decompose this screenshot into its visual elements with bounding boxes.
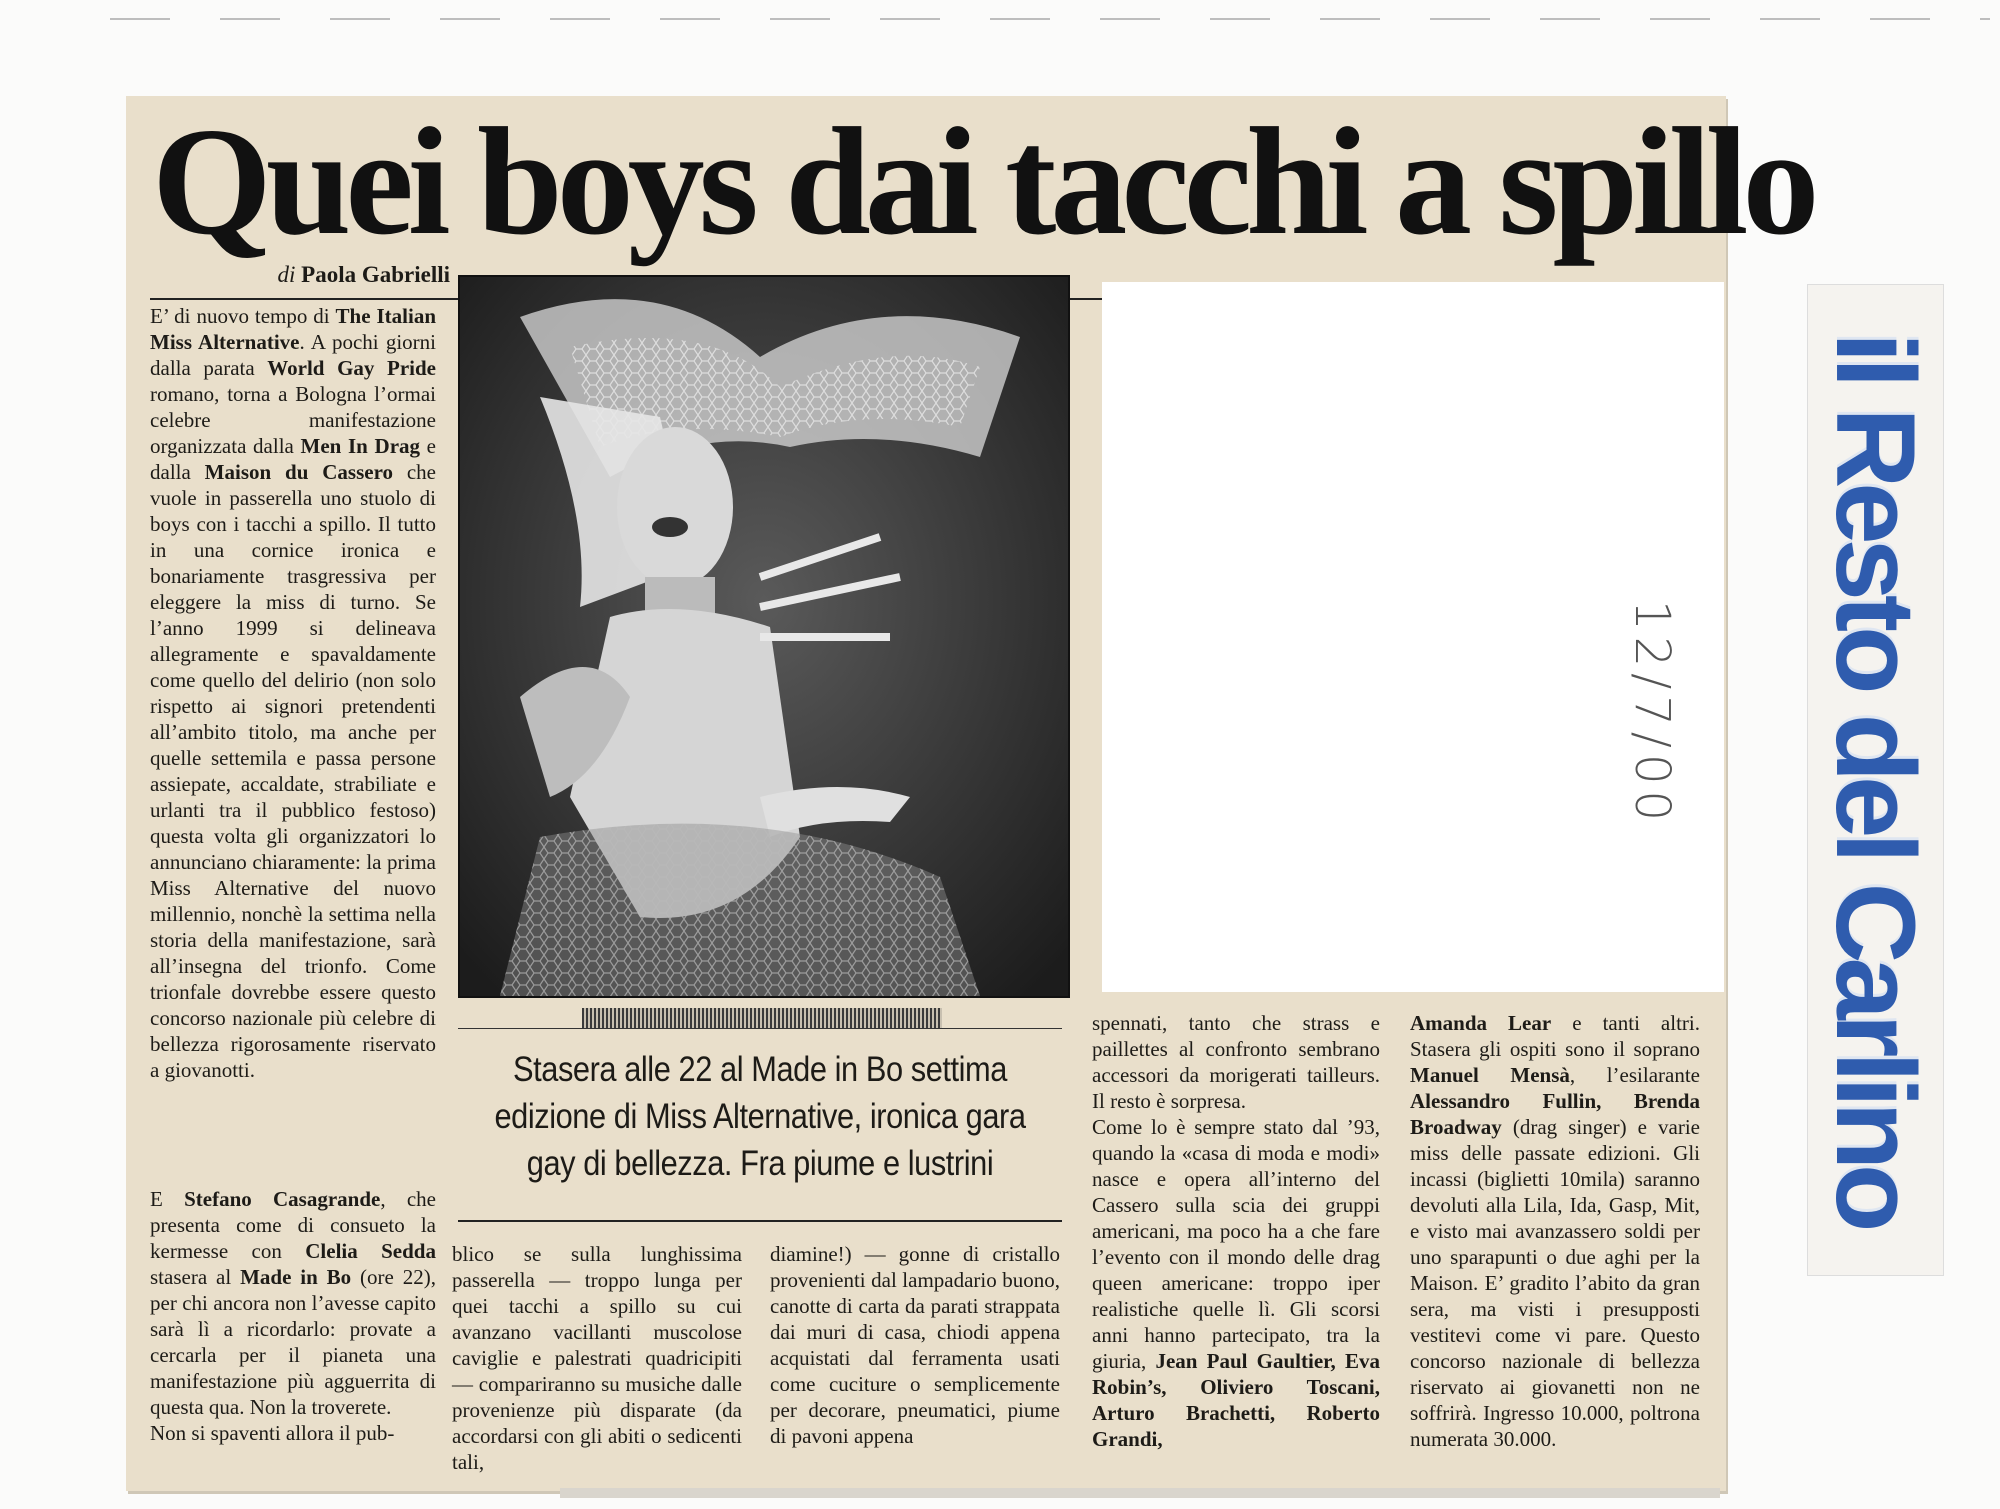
deck-rule-top (458, 1028, 1062, 1029)
paragraph: blico se sulla lunghissima passerella — troppo lunga per quei tacchi a spillo su cui avanzano vacillanti muscolose caviglie e palestrati quadricipiti — compariranno su musiche dalle provenienze più disparate (da accordarsi con gli abiti o sedicenti tali, (452, 1242, 742, 1474)
bold-name: Manuel Mensà (1410, 1063, 1570, 1087)
bold-name: Clelia Sedda (305, 1239, 436, 1263)
photo-drag-queen-costume (460, 277, 1068, 996)
text-run: romano, torna a Bologna l’ormai celebre manifestazione organizzata dalla (150, 382, 436, 458)
paragraph (1092, 1114, 1380, 1452)
article-column-4 (770, 1241, 1060, 1449)
paragraph: Non si spaventi allora il pub- (150, 1421, 395, 1445)
paragraph: diamine!) — gonne di cristallo provenienti dal lampadario buono, canotte di carta da parati strappata dai muri di casa, chiodi appena acquistati dal ferramenta usati come cuciture o semplicemente per decorare, pneumatici, piume di pavoni appena (770, 1242, 1060, 1448)
bold-name: Amanda Lear (1410, 1011, 1552, 1035)
scan-border-dashes (110, 18, 1990, 20)
clipping-shadow (560, 1488, 1720, 1498)
article-deck: Stasera alle 22 al Made in Bo settima edizione di Miss Alternative, ironica gara gay di bellezza. Fra piume e lustrini (494, 1050, 1026, 1183)
bold-name: Alessandro Fullin, Brenda Broadway (1410, 1089, 1700, 1139)
bold-name: Made in Bo (240, 1265, 352, 1289)
handwritten-date: 12/7/00 (1624, 600, 1680, 828)
paragraph (1410, 1010, 1700, 1452)
text-run: Come lo è sempre stato dal ’93, quando la «casa di moda e modi» nasce e opera all’interno del Cassero sulla scia dei gruppi americani, ma poco ha a che fare l’evento con il mondo delle drag queen americane: troppo iper realistiche quelle lì. Gli scorsi anni hanno partecipato, tra la giuria, (1092, 1115, 1380, 1373)
text-run: E’ di nuovo tempo di (150, 304, 336, 328)
newspaper-name: il Resto del Carlino (1813, 331, 1938, 1227)
text-run: (ore 22), per chi ancora non l’avesse capito sarà lì a ricordarlo: provate a cercarla per il pianeta una manifestazione più agguerrita di questa qua. Non la troverete. (150, 1265, 436, 1419)
text-run: . A pochi giorni dalla parata (150, 330, 436, 380)
text-run: , che presenta come di consueto la kermesse con (150, 1187, 436, 1263)
bold-name: World Gay Pride (267, 356, 436, 380)
byline (230, 262, 450, 288)
article-column-3 (452, 1241, 742, 1475)
text-run: e dalla (150, 434, 436, 484)
paragraph: spennati, tanto che strass e paillettes al confronto sembrano accessori da morigerati tailleurs. Il resto è sorpresa. (1092, 1011, 1380, 1113)
bold-name: The Italian Miss Alternative (150, 304, 436, 354)
deck-rule-bottom (458, 1220, 1062, 1222)
paragraph (150, 1186, 436, 1420)
byline-author: Paola Gabrielli (301, 262, 450, 287)
bold-name: Men In Drag (300, 434, 421, 458)
headline: Quei boys dai tacchi a spillo (152, 97, 1814, 267)
article-column-1 (150, 303, 436, 1083)
paragraph (150, 303, 436, 1083)
text-run: , l’esilarante (1569, 1063, 1701, 1087)
text-run: e tanti altri. Stasera gli ospiti sono il soprano (1410, 1011, 1700, 1061)
article-column-6 (1410, 1010, 1700, 1452)
byline-prefix: di (277, 262, 296, 287)
text-run: (drag singer) e varie miss delle passate edizioni. Gli incassi (biglietti 10mila) saranno devoluti alla Lila, Ida, Gasp, Mit, e visto mai avanzassero soldi per uno sparapunti o due aghi per la Maison. E’ gradito l’abito da gran sera, ma visti i presupposti vestitevi come vi pare. Questo concorso nazionale di bellezza riservato ai giovanetti non ne soffrirà. Ingresso 10.000, poltrona numerata 30.000. (1410, 1115, 1700, 1451)
article-column-1-continued (150, 1186, 436, 1446)
article-column-5 (1092, 1010, 1380, 1452)
text-run: stasera al (150, 1265, 241, 1289)
bold-name: Jean Paul Gaultier, Eva Robin’s, Oliviero Toscani, Arturo Brachetti, Roberto Grandi, (1092, 1349, 1380, 1451)
bold-name: Stefano Casagrande (184, 1187, 381, 1211)
text-run: che vuole in passerella uno stuolo di boys con i tacchi a spillo. Il tutto in una cornice ironica e bonariamente trasgressiva per eleggere la miss di turno. Se l’anno 1999 si delineava allegramente e spavaldamente come quello del delirio (non solo rispetto ai signori pretendenti all’ambito titolo, ma anche per quelle settemila e passa persone assiepate, accaldate, strabiliate e urlanti tra il pubblico festoso) questa volta gli organizzatori lo annunciano chiaramente: la prima Miss Alternative del nuovo millennio, nonchè la settima nella storia della manifestazione, sarà all’insegna del trionfo. Come trionfale dovrebbe essere questo concorso nazionale più celebre di bellezza rigorosamente riservato a giovanotti. (150, 460, 437, 1082)
text-run: E (150, 1187, 185, 1211)
deck-ornament (582, 1008, 942, 1028)
news-photo (458, 275, 1070, 998)
bold-name: Maison du Cassero (204, 460, 394, 484)
